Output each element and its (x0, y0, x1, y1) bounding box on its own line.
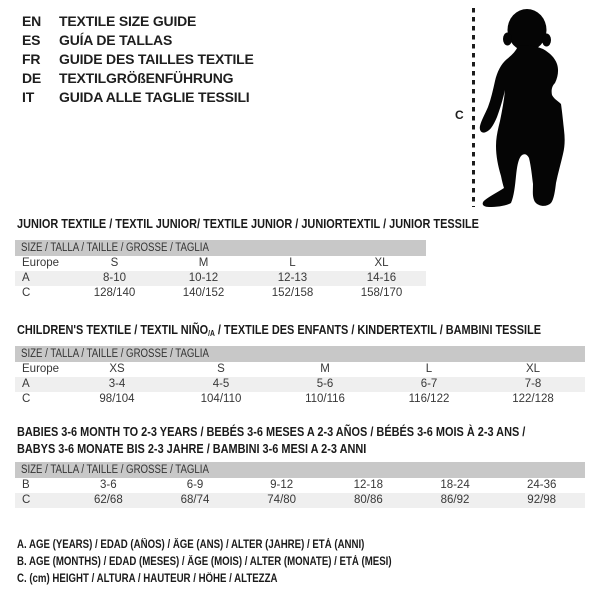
language-row-en (22, 12, 254, 31)
language-code: ES (22, 32, 41, 48)
table-row: C 62/68 68/74 74/80 80/86 86/92 92/98 (15, 493, 585, 508)
language-label: GUÍA DE TALLAS (59, 32, 173, 48)
height-measure-dotted-line (472, 8, 475, 207)
language-label: GUIDE DES TAILLES TEXTILE (59, 51, 254, 67)
table-row: B 3-6 6-9 9-12 12-18 18-24 24-36 (15, 478, 585, 493)
note-age-months: B. AGE (MONTHS) / EDAD (MESES) / ÂGE (MOIS) / ALTER (MONATE) / ETÀ (MESI) (17, 556, 392, 568)
children-table-title: CHILDREN'S TEXTILE / TEXTIL $NIÑO_{/A}$ / TEXTILE DES ENFANTS / KINDERTEXTIL / BAMBINI TESSILE (17, 322, 542, 338)
junior-table-title: JUNIOR TEXTILE / TEXTIL JUNIOR/ TEXTILE JUNIOR / JUNIORTEXTIL / JUNIOR TESSILE (17, 216, 479, 231)
table-row: A 8-10 10-12 12-13 14-16 (15, 271, 426, 286)
size-header-bar: SIZE / TALLA / TAILLE / GRÖSSE / TAGLIA (15, 462, 585, 478)
babies-table-title: BABIES 3-6 MONTH TO 2-3 YEARS / BEBÉS 3-6 MESES A 2-3 AÑOS / BÉBÉS 3-6 MOIS À 2-3 ANS / BABYS 3-6 MONATE BIS 2-3 JAHRE / BAMBINI 3-6 MESI A 2-3 ANNI (17, 424, 526, 456)
language-code: DE (22, 70, 42, 86)
language-label: TEXTILGRÖßENFÜHRUNG (59, 70, 234, 86)
size-header-bar: SIZE / TALLA / TAILLE / GRÖSSE / TAGLIA (15, 346, 585, 362)
row-label: A (22, 272, 30, 284)
row-label: C (22, 287, 31, 299)
language-code: EN (22, 13, 42, 29)
table-row: A 3-4 4-5 5-6 6-7 7-8 (15, 377, 585, 392)
row-label: A (22, 378, 30, 390)
language-code: IT (22, 89, 35, 105)
row-label: C (22, 494, 31, 506)
legend-notes (17, 537, 463, 588)
row-label: B (22, 479, 30, 491)
children-size-table (15, 346, 585, 407)
row-label: C (22, 393, 31, 405)
language-title-list (22, 12, 254, 107)
note-age-years: A. AGE (YEARS) / EDAD (AÑOS) / ÂGE (ANS) / ALTER (JAHRE) / ETÀ (ANNI) (17, 539, 365, 551)
height-measure-label: C (455, 108, 464, 122)
language-label: GUIDA ALLE TAGLIE TESSILI (59, 89, 250, 105)
babies-size-table (15, 462, 585, 508)
size-header-bar: SIZE / TALLA / TAILLE / GRÖSSE / TAGLIA (15, 240, 426, 256)
table-row: C 98/104 104/110 110/116 116/122 122/128 (15, 392, 585, 407)
table-row: Europe XS S M L XL (15, 362, 585, 377)
baby-silhouette-icon (478, 0, 600, 215)
note-height-cm: C. (cm) HEIGHT / ALTURA / HAUTEUR / HÖHE / ALTEZZA (17, 573, 278, 585)
language-row-de (22, 69, 254, 88)
language-label: TEXTILE SIZE GUIDE (59, 13, 197, 29)
language-row-fr (22, 50, 254, 69)
table-row: C 128/140 140/152 152/158 158/170 (15, 286, 426, 301)
table-row: Europe S M L XL (15, 256, 426, 271)
row-label: Europe (22, 257, 60, 269)
language-code: FR (22, 51, 41, 67)
junior-size-table (15, 240, 426, 301)
language-row-it (22, 88, 254, 107)
language-row-es (22, 31, 254, 50)
row-label: Europe (22, 363, 60, 375)
